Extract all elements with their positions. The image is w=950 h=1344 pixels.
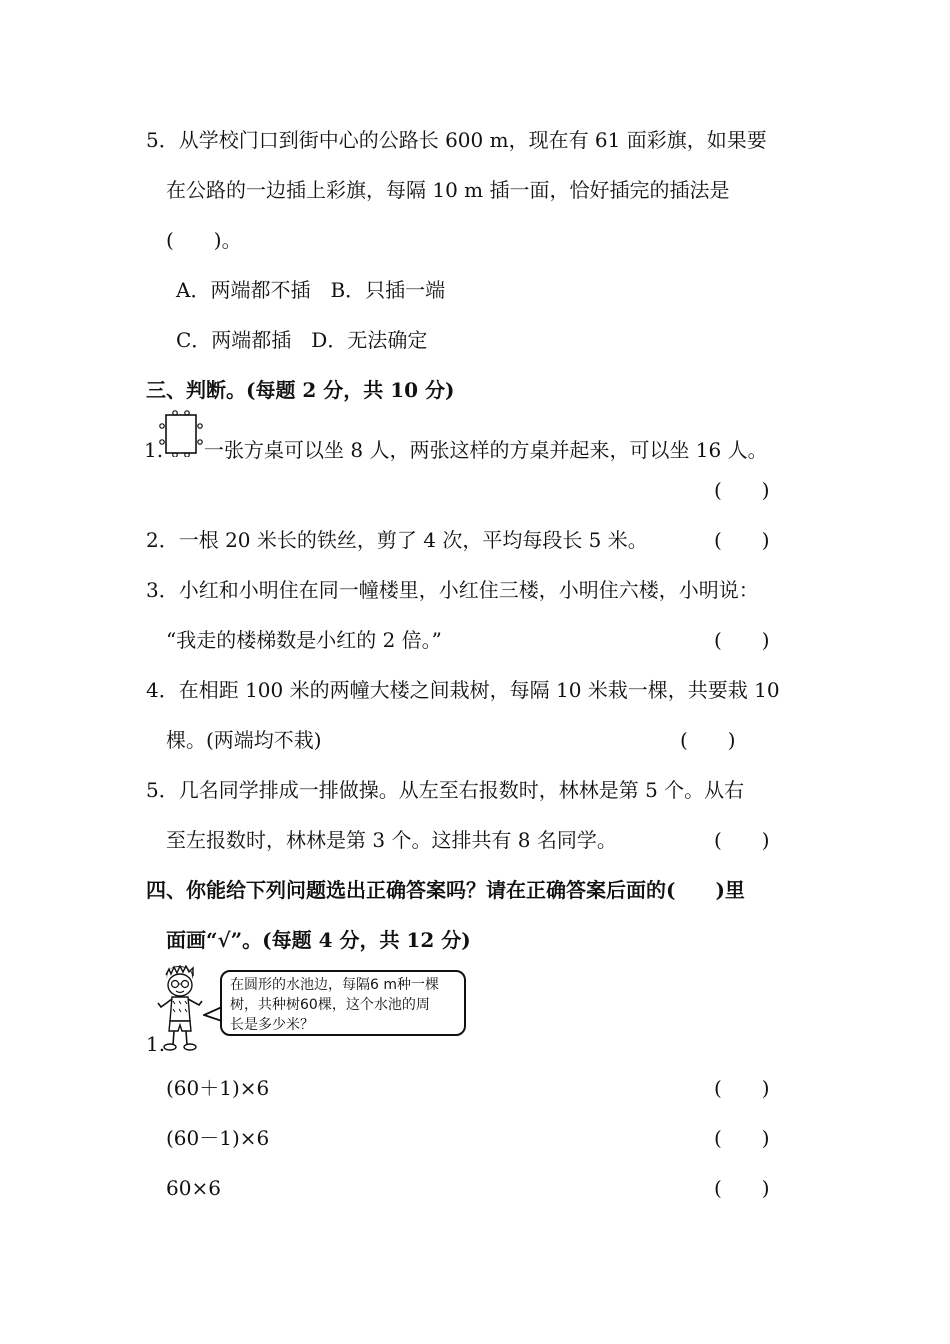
option-list: C．两端都插 D．无法确定: [176, 328, 428, 352]
answer-parentheses[interactable]: ( ): [714, 1076, 770, 1100]
section-heading: 四、你能给下列问题选出正确答案吗？请在正确答案后面的( )里: [146, 878, 745, 902]
question-text: 3．小红和小明住在同一幢楼里，小红住三楼，小明住六楼，小明说：: [146, 578, 759, 602]
section-heading: 面画“√”。(每题 4 分，共 12 分): [166, 928, 471, 952]
answer-parentheses[interactable]: ( ): [714, 528, 770, 552]
speech-bubble: [220, 970, 466, 1036]
answer-parentheses[interactable]: ( ): [680, 728, 736, 752]
answer-choice: (60－1)×6: [166, 1126, 270, 1150]
answer-choice: 60×6: [166, 1176, 221, 1200]
question-text: 5．几名同学排成一排做操。从左至右报数时，林林是第 5 个。从右: [146, 778, 745, 802]
question-number: 1.: [144, 438, 164, 462]
answer-parentheses[interactable]: ( ): [714, 628, 770, 652]
question-text: 4．在相距 100 米的两幢大楼之间栽树，每隔 10 米栽一棵，共要栽 10: [146, 678, 780, 702]
answer-blank: ( )。: [166, 228, 242, 252]
question-number: 1.: [146, 1032, 166, 1056]
question-text: 棵。(两端均不栽): [166, 728, 322, 752]
answer-parentheses[interactable]: ( ): [714, 1176, 770, 1200]
bubble-text: 树，共种树60棵，这个水池的周: [230, 997, 430, 1013]
question-text: 一张方桌可以坐 8 人，两张这样的方桌并起来，可以坐 16 人。: [204, 438, 768, 462]
answer-parentheses[interactable]: ( ): [714, 828, 770, 852]
question-text: 在公路的一边插上彩旗，每隔 10 m 插一面，恰好插完的插法是: [166, 178, 730, 202]
answer-parentheses[interactable]: ( ): [714, 478, 770, 502]
question-text: “我走的楼梯数是小红的 2 倍。”: [166, 628, 442, 652]
section-heading: 三、判断。(每题 2 分，共 10 分): [146, 378, 455, 402]
question-text: 至左报数时，林林是第 3 个。这排共有 8 名同学。: [166, 828, 617, 852]
question-text: 2．一根 20 米长的铁丝，剪了 4 次，平均每段长 5 米。: [146, 528, 648, 552]
square-table-icon: [158, 409, 204, 457]
question-text: 5．从学校门口到街中心的公路长 600 m，现在有 61 面彩旗，如果要: [146, 128, 767, 152]
bubble-text: 在圆形的水池边，每隔6 m种一棵: [230, 977, 439, 993]
answer-choice: (60＋1)×6: [166, 1076, 270, 1100]
bubble-text: 长是多少米？: [230, 1017, 314, 1033]
answer-parentheses[interactable]: ( ): [714, 1126, 770, 1150]
option-list: A．两端都不插 B．只插一端: [176, 278, 446, 302]
